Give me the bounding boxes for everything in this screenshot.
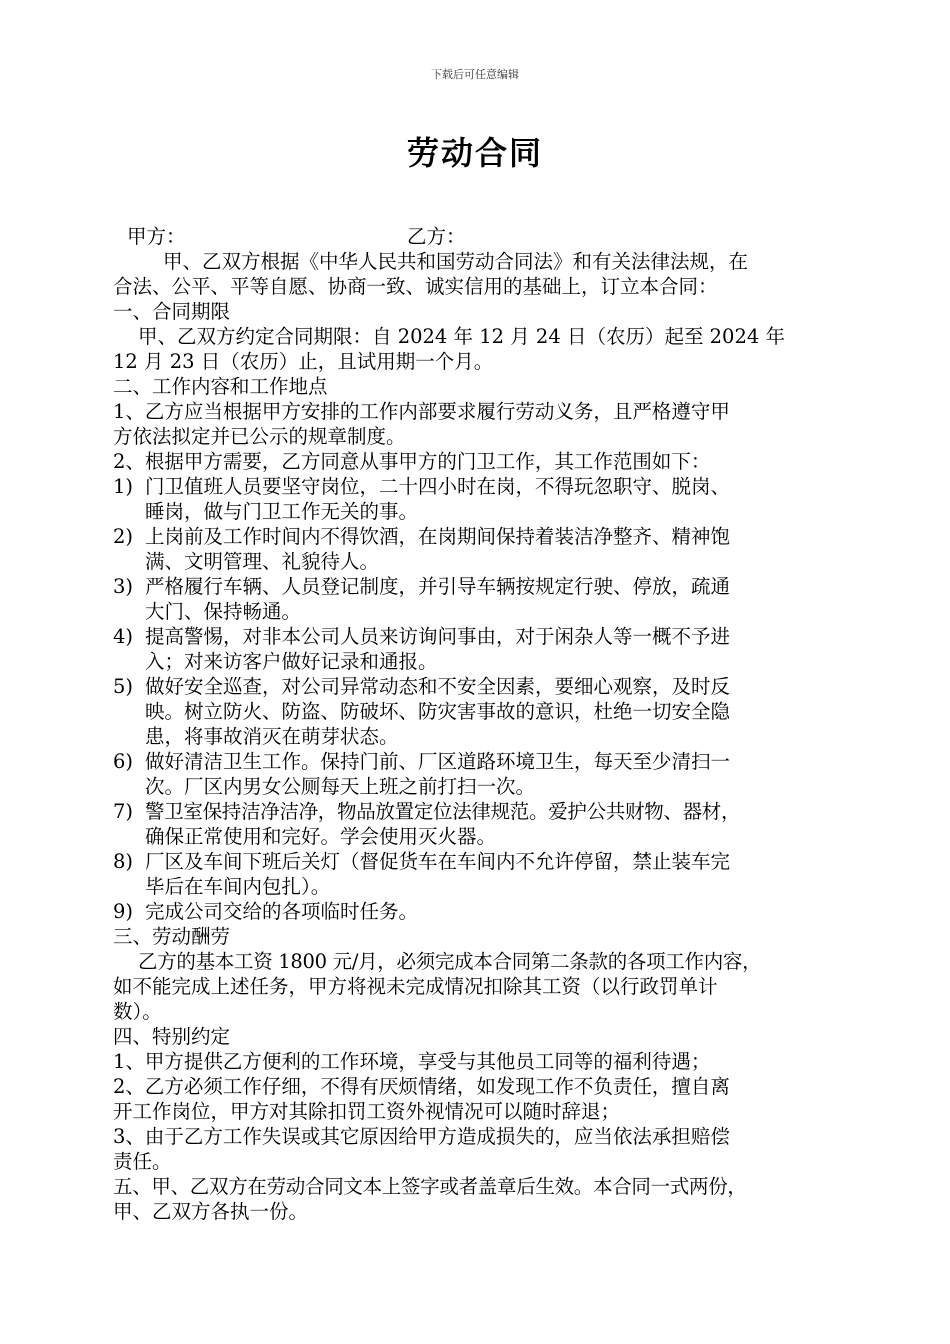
duty-line: 提高警惕，对非本公司人员来访询问事由，对于闲杂人等一概不予进 <box>145 625 731 648</box>
duty-line: 做好清洁卫生工作。保持门前、厂区道路环境卫生，每天至少清扫一 <box>145 750 731 773</box>
section-heading-special: 四、特别约定 <box>113 1025 231 1048</box>
duty-number: 1) <box>113 475 134 498</box>
duty-number: 4) <box>113 625 134 648</box>
special-line: 开工作岗位，甲方对其除扣罚工资外视情况可以随时辞退； <box>113 1100 621 1123</box>
duty-number: 9) <box>113 900 134 923</box>
duty-line: 确保正常使用和完好。学会使用灭火器。 <box>145 825 497 848</box>
header-note: 下载后可任意编辑 <box>431 68 519 81</box>
duty-number: 7) <box>113 800 134 823</box>
duty-line: 做好安全巡查，对公司异常动态和不安全因素，要细心观察，及时反 <box>145 675 731 698</box>
duty-line: 大门、保持畅通。 <box>145 600 302 623</box>
duty-number: 2) <box>113 525 134 548</box>
contract-body <box>113 224 843 1224</box>
duty-number: 5) <box>113 675 134 698</box>
intro-line: 合法、公平、平等自愿、协商一致、诚实信用的基础上，订立本合同： <box>113 275 718 298</box>
duty-number: 3) <box>113 575 134 598</box>
term-line: 甲、乙双方约定合同期限：自 2024 年 12 月 24 日（农历）起至 2024 年 <box>138 325 785 348</box>
parties-line <box>113 224 843 249</box>
special-line: 3、由于乙方工作失误或其它原因给甲方造成损失的，应当依法承担赔偿 <box>113 1125 730 1148</box>
duty-line: 睡岗，做与门卫工作无关的事。 <box>145 500 419 523</box>
pay-line: 如不能完成上述任务，甲方将视未完成情况扣除其工资（以行政罚单计 <box>113 975 718 998</box>
duty-item <box>113 674 843 749</box>
pay-line: 乙方的基本工资 1800 元/月，必须完成本合同第二条款的各项工作内容， <box>138 950 762 973</box>
section-heading-pay: 三、劳动酬劳 <box>113 925 231 948</box>
duty-line: 患，将事故消灭在萌芽状态。 <box>145 725 399 748</box>
duty-line: 映。树立防火、防盗、防破坏、防灾害事故的意识，杜绝一切安全隐 <box>145 700 731 723</box>
duty-item <box>113 899 843 924</box>
duty-line: 严格履行车辆、人员登记制度，并引导车辆按规定行驶、停放，疏通 <box>145 575 731 598</box>
work-paragraph-line: 方依法拟定并已公示的规章制度。 <box>113 425 406 448</box>
work-paragraph-line: 1、乙方应当根据甲方安排的工作内部要求履行劳动义务，且严格遵守甲 <box>113 400 730 423</box>
duty-line: 上岗前及工作时间内不得饮酒，在岗期间保持着装洁净整齐、精神饱 <box>145 525 731 548</box>
duty-number: 8) <box>113 850 134 873</box>
effect-line: 甲、乙双方各执一份。 <box>113 1200 309 1223</box>
duty-line: 厂区及车间下班后关灯（督促货车在车间内不允许停留，禁止装车完 <box>145 850 731 873</box>
duty-line: 入；对来访客户做好记录和通报。 <box>145 650 438 673</box>
section-heading-work: 二、工作内容和工作地点 <box>113 375 328 398</box>
duty-line: 门卫值班人员要坚守岗位，二十四小时在岗，不得玩忽职守、脱岗、 <box>145 475 731 498</box>
duty-line: 完成公司交给的各项临时任务。 <box>145 900 419 923</box>
special-line: 1、甲方提供乙方便利的工作环境，享受与其他员工同等的福利待遇； <box>113 1050 711 1073</box>
duty-line: 次。厂区内男女公厕每天上班之前打扫一次。 <box>145 775 536 798</box>
duty-item <box>113 474 843 524</box>
section-heading-term: 一、合同期限 <box>113 300 231 323</box>
intro-line: 甲、乙双方根据《中华人民共和国劳动合同法》和有关法律法规，在 <box>163 250 749 273</box>
duty-item <box>113 799 843 849</box>
party-a-label: 甲方： <box>127 225 186 248</box>
special-line: 责任。 <box>113 1150 172 1173</box>
duty-line: 满、文明管理、礼貌待人。 <box>145 550 380 573</box>
term-line: 12 月 23 日（农历）止，且试用期一个月。 <box>113 350 494 373</box>
duty-list <box>113 474 843 924</box>
work-paragraph-line: 2、根据甲方需要，乙方同意从事甲方的门卫工作，其工作范围如下： <box>113 450 711 473</box>
party-b-label: 乙方： <box>407 225 466 248</box>
duty-item <box>113 849 843 899</box>
effect-line: 五、甲、乙双方在劳动合同文本上签字或者盖章后生效。本合同一式两份， <box>113 1175 747 1198</box>
duty-item <box>113 624 843 674</box>
duty-number: 6) <box>113 750 134 773</box>
duty-line: 毕后在车间内包扎）。 <box>145 875 331 898</box>
duty-line: 警卫室保持洁净洁净，物品放置定位法律规范。爱护公共财物、器材， <box>145 800 741 823</box>
duty-item <box>113 749 843 799</box>
document-title: 劳动合同 <box>406 134 543 172</box>
special-line: 2、乙方必须工作仔细，不得有厌烦情绪，如发现工作不负责任，擅自离 <box>113 1075 730 1098</box>
pay-line: 数）。 <box>113 1000 162 1023</box>
duty-item <box>113 524 843 574</box>
duty-item <box>113 574 843 624</box>
